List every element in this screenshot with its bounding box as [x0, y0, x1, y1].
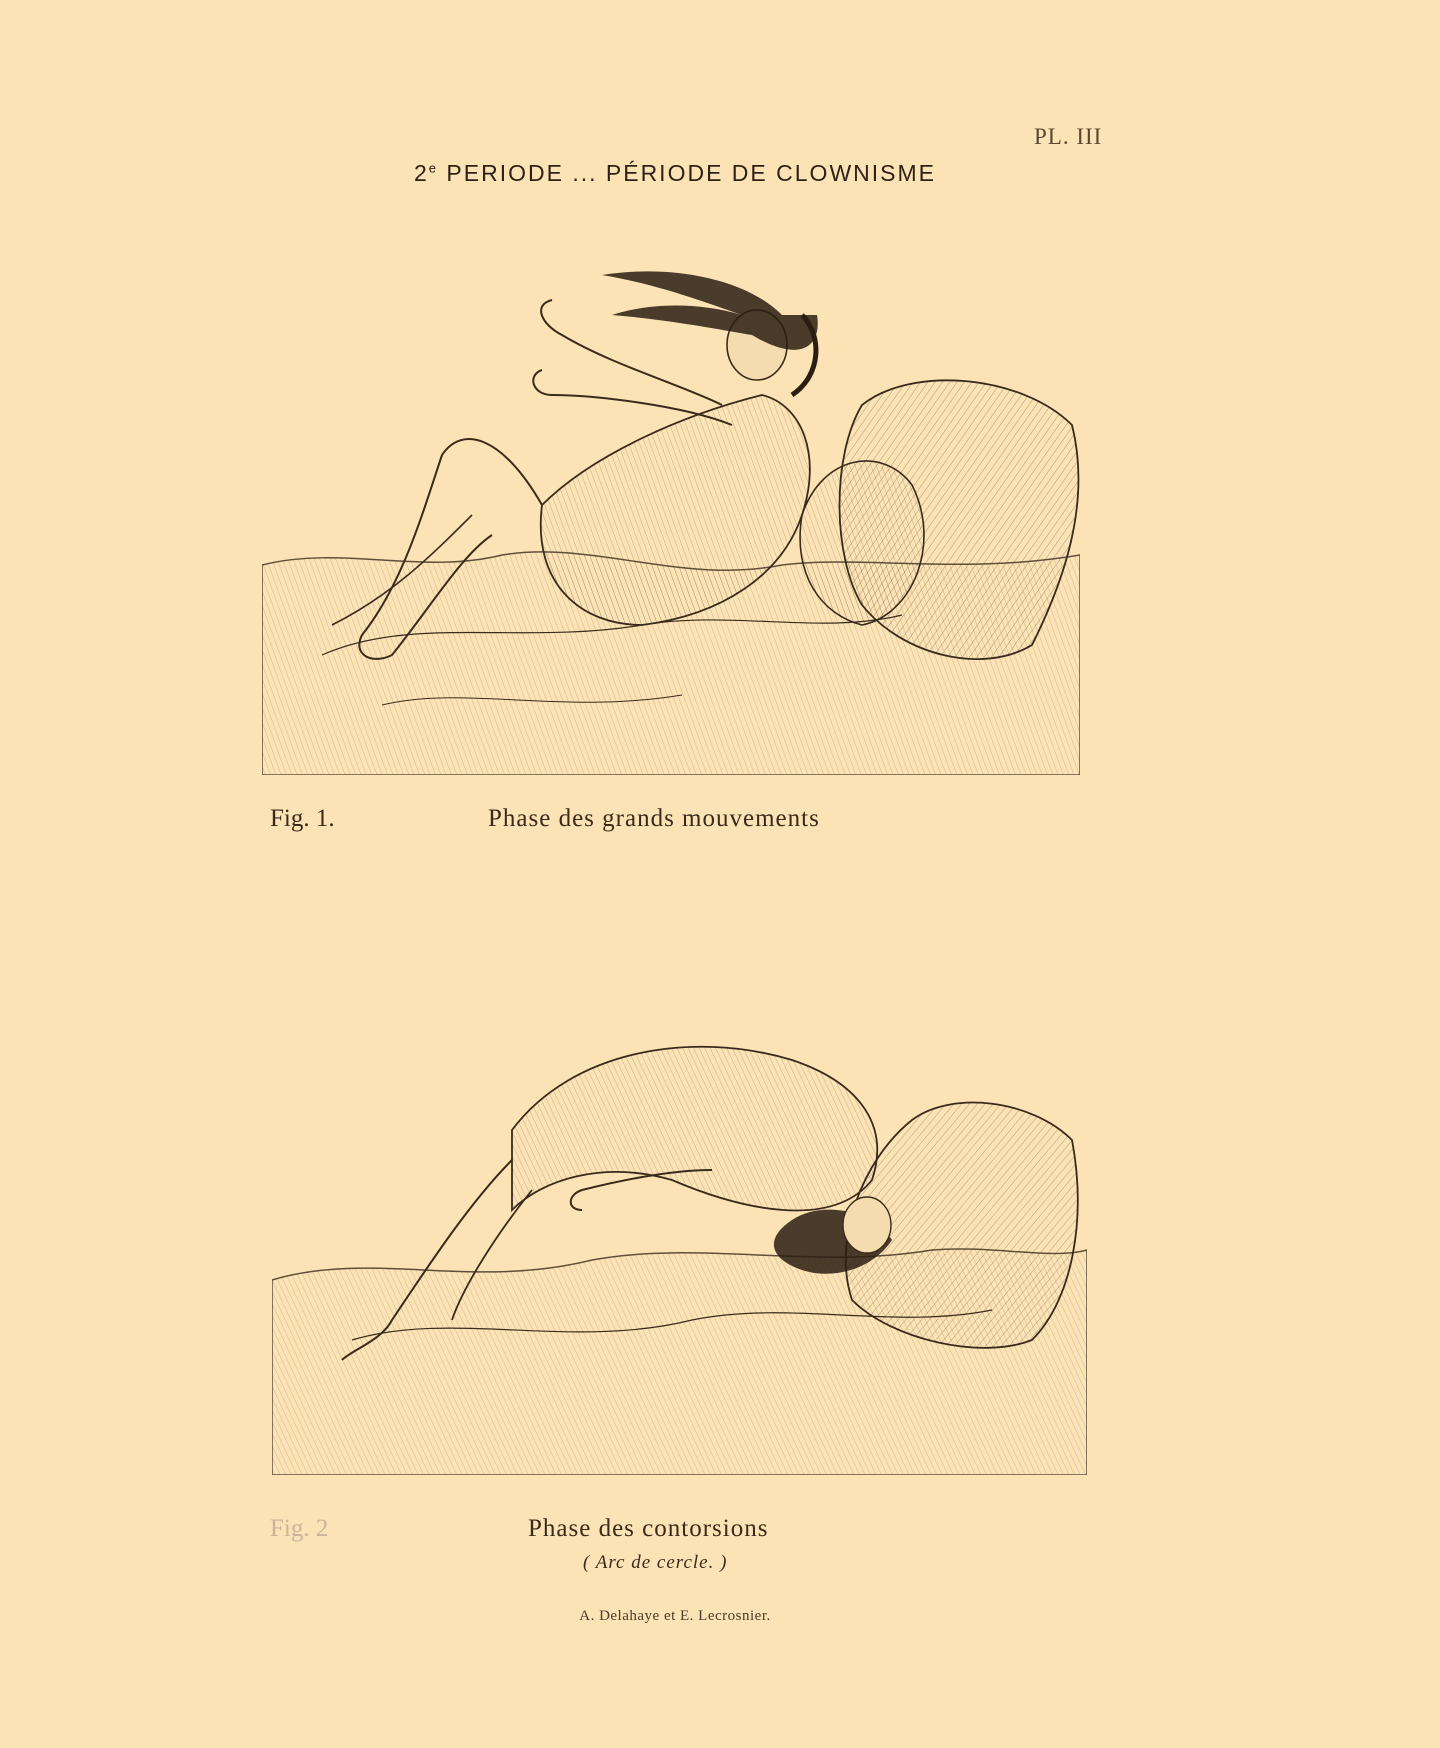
figure-2-label: Fig. 2: [270, 1515, 329, 1542]
figure-1-caption: Phase des grands mouvements: [488, 805, 820, 832]
figure-2-engraving: [272, 1020, 1087, 1475]
publisher-credit: A. Delahaye et E. Lecrosnier.: [579, 1608, 771, 1624]
figure-1-illustration: [262, 255, 1080, 775]
period-prefix: 2: [414, 160, 429, 186]
period-suffix: e: [428, 160, 439, 176]
period-heading: [0, 160, 1350, 187]
figure-2-subcaption: ( Arc de cercle. ): [583, 1552, 728, 1573]
figure-2-caption: Phase des contorsions: [528, 1515, 769, 1542]
figure-1-label: Fig. 1.: [270, 805, 335, 832]
figure-1-engraving: [262, 255, 1080, 775]
period-text: PERIODE ... PÉRIODE DE CLOWNISME: [446, 160, 936, 186]
figure-2-illustration: [272, 1020, 1087, 1475]
plate-number: PL. III: [1034, 124, 1103, 149]
